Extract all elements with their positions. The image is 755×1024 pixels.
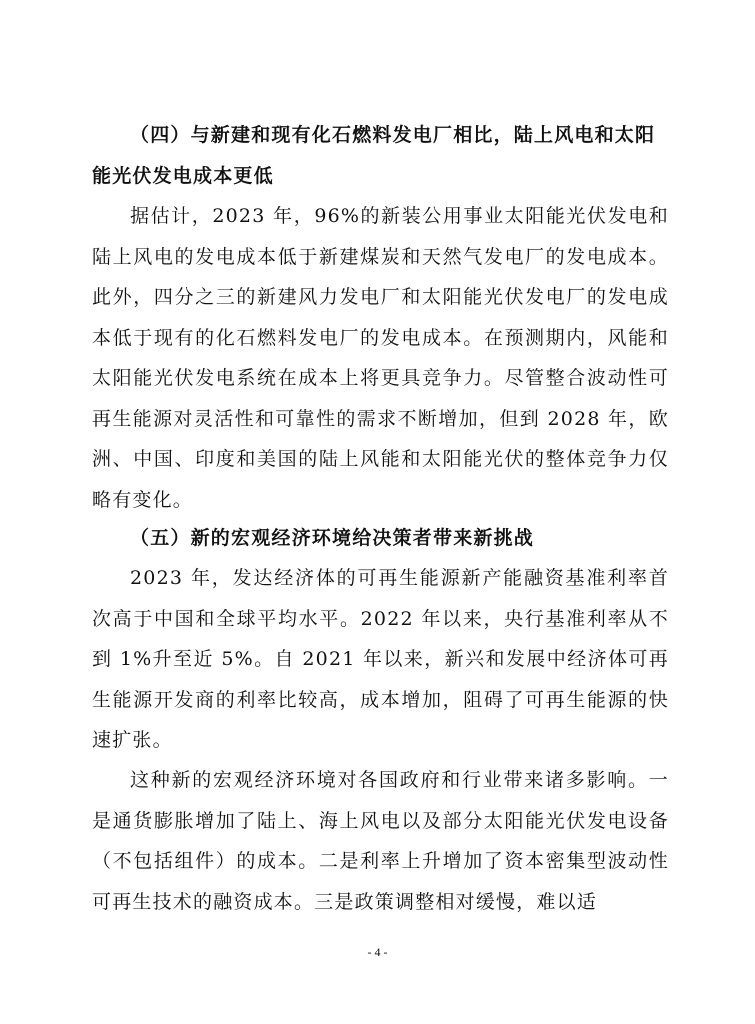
section-5-paragraph-2: 这种新的宏观经济环境对各国政府和行业带来诸多影响。一是通货膨胀增加了陆上、海上风电以及部分太阳能光伏发电设备（不包括组件）的成本。二是利率上升增加了资本密集型波动性可再生技术的融资成本。三是政策调整相对缓慢，难以适 bbox=[92, 769, 669, 913]
section-5-paragraph-1: 2023 年，发达经济体的可再生能源新产能融资基准利率首次高于中国和全球平均水平。2022 年以来，央行基准利率从不到 1%升至近 5%。自 2021 年以来，新兴和发展中经济体可再生能源开发商的利率比较高，成本增加，阻碍了可再生能源的快速扩张。 bbox=[92, 567, 669, 751]
section-5-heading: （五）新的宏观经济环境给决策者带来新挑战 bbox=[130, 527, 535, 549]
section-4-heading: （四）与新建和现有化石燃料发电厂相比，陆上风电和太阳能光伏发电成本更低 bbox=[92, 124, 656, 187]
section-4-paragraph: 据估计，2023 年，96%的新装公用事业太阳能光伏发电和陆上风电的发电成本低于新建煤炭和天然气发电厂的发电成本。此外，四分之三的新建风力发电厂和太阳能光伏发电厂的发电成本低于现有的化石燃料发电厂的发电成本。在预测期内，风能和太阳能光伏发电系统在成本上将更具竞争力。尽管整合波动性可再生能源对灵活性和可靠性的需求不断增加，但到 2028 年，欧洲、中国、印度和美国的陆上风能和太阳能光伏的整体竞争力仅略有变化。 bbox=[92, 205, 669, 511]
page-number: - 4 - bbox=[367, 945, 388, 959]
